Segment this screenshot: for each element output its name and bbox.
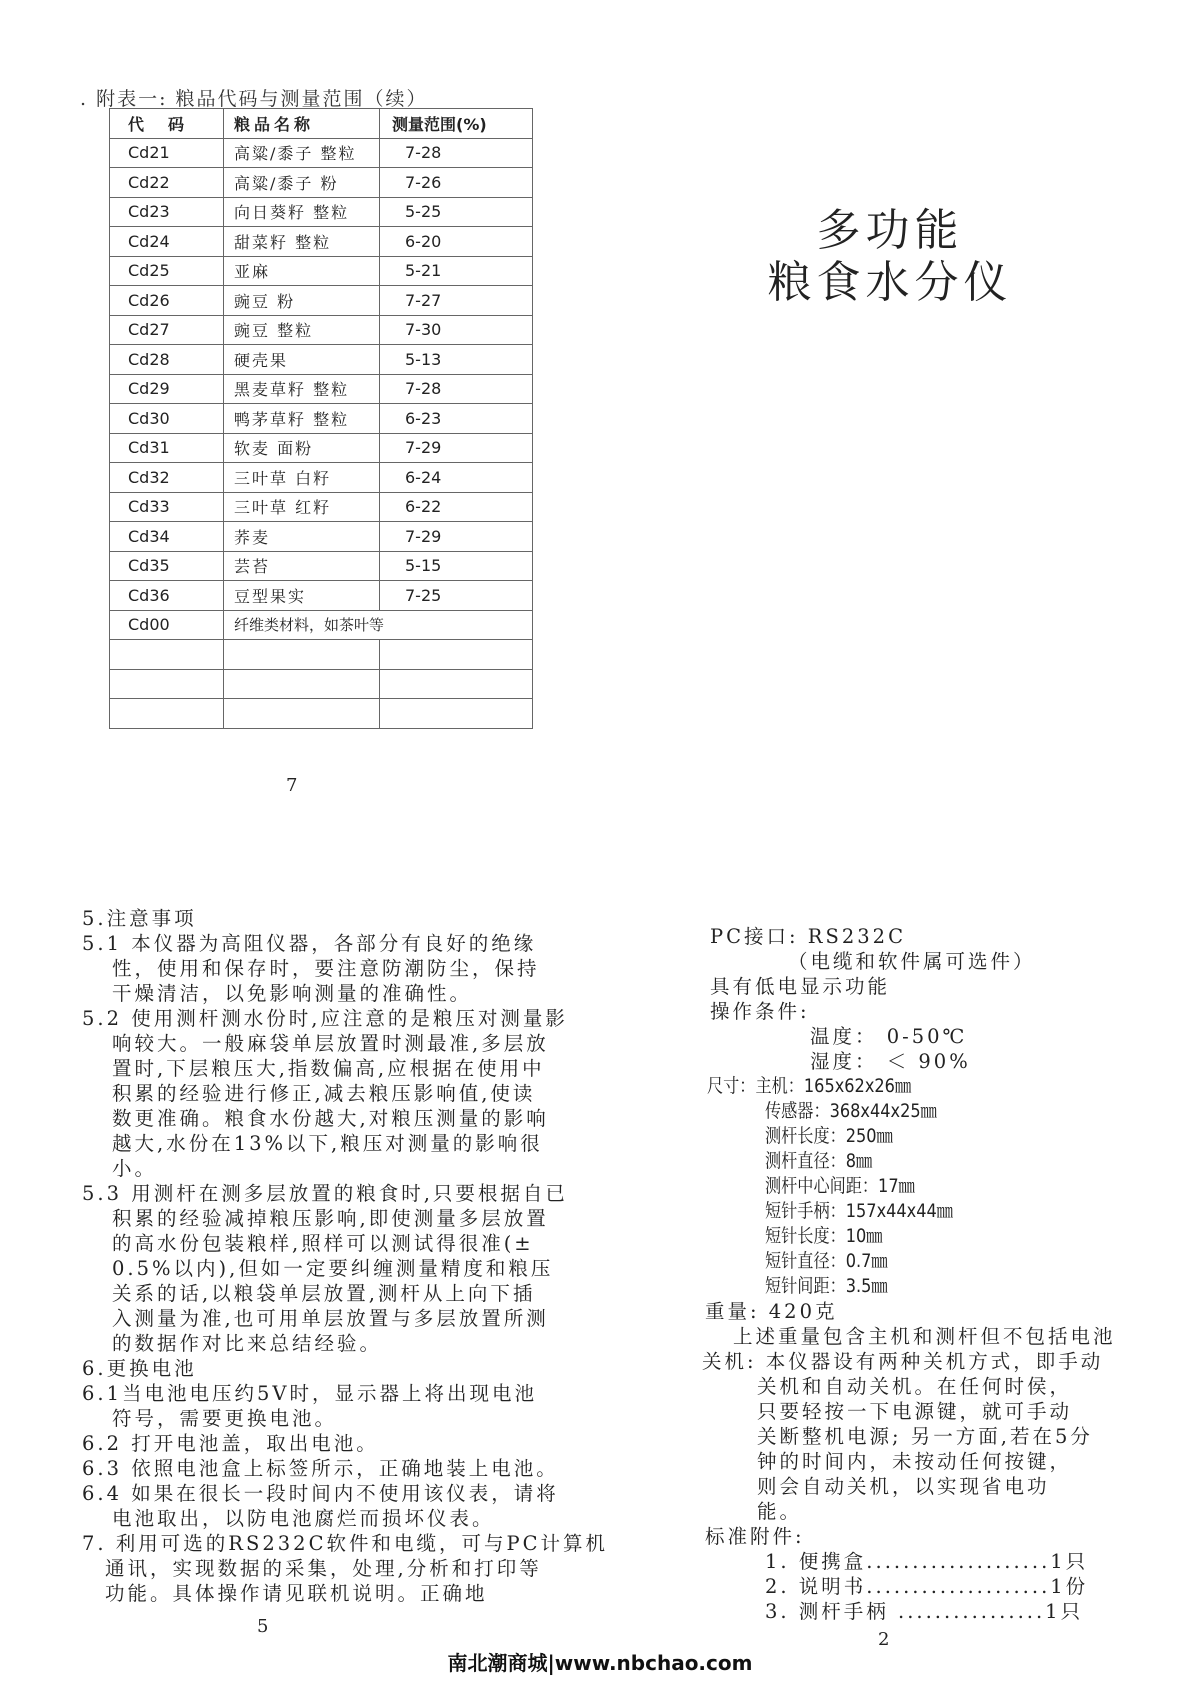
spec-line: 操作条件:: [710, 1000, 810, 1023]
spec-line: 则会自动关机，以实现省电功: [757, 1475, 1050, 1498]
cell-range: 7-25: [380, 581, 533, 611]
table-row: [110, 581, 533, 611]
table-row-cd00: [110, 610, 533, 640]
empty-cell: [110, 669, 224, 699]
grain-code-table: [109, 108, 533, 729]
cell-code: Cd00: [110, 610, 224, 640]
dimension-spec-line: 尺寸：主机：165x62x26㎜: [707, 1075, 912, 1097]
note-line: 小。: [112, 1157, 158, 1180]
note-line: 积累的经验减掉粮压影响,即使测量多层放置: [112, 1207, 549, 1230]
note-line: 6.3 依照电池盒上标签所示，正确地装上电池。: [82, 1457, 559, 1480]
cell-name: 豆型果实: [224, 581, 380, 611]
note-line: 功能。具体操作请见联机说明。正确地: [105, 1582, 488, 1605]
cell-note: 纤维类材料，如茶叶等: [224, 610, 533, 640]
cell-name: 鸭茅草籽 整粒: [224, 404, 380, 434]
table-row: [110, 404, 533, 434]
spec-line: 2. 说明书....................1份: [765, 1575, 1089, 1598]
cell-code: Cd30: [110, 404, 224, 434]
cell-range: 7-28: [380, 138, 533, 168]
spec-line: 湿度： ＜ 90%: [810, 1050, 971, 1073]
table-row: [110, 315, 533, 345]
note-line: 性，使用和保存时，要注意防潮防尘，保持: [112, 957, 540, 980]
spec-line: 1. 便携盒....................1只: [765, 1550, 1089, 1573]
table-row: [110, 286, 533, 316]
empty-cell: [224, 699, 380, 729]
cell-code: Cd32: [110, 463, 224, 493]
table-row: [110, 522, 533, 552]
note-line: 7. 利用可选的RS232C软件和电缆，可与PC计算机: [82, 1532, 609, 1555]
cell-range: 7-29: [380, 433, 533, 463]
note-line: 6.2 打开电池盖，取出电池。: [82, 1432, 379, 1455]
note-line: 5.3 用测杆在测多层放置的粮食时,只要根据自已: [82, 1182, 568, 1205]
cell-code: Cd26: [110, 286, 224, 316]
empty-row: [110, 640, 533, 670]
dimension-spec-line: 测杆长度：250㎜: [765, 1125, 893, 1147]
cell-code: Cd31: [110, 433, 224, 463]
spec-line: 只要轻按一下电源键，就可手动: [757, 1400, 1073, 1423]
dimension-spec-line: 传感器：368x44x25㎜: [765, 1100, 937, 1122]
spec-line: 具有低电显示功能: [710, 975, 891, 998]
note-line: 5.2 使用测杆测水份时,应注意的是粮压对测量影: [82, 1007, 568, 1030]
cell-name: 硬壳果: [224, 345, 380, 375]
note-line: 6.1当电池电压约5V时，显示器上将出现电池: [82, 1382, 538, 1405]
cell-code: Cd25: [110, 256, 224, 286]
table-row: [110, 433, 533, 463]
footer-watermark: 南北潮商城|www.nbchao.com: [447, 1651, 753, 1675]
empty-row: [110, 699, 533, 729]
table-row: [110, 551, 533, 581]
product-title-line-1: 多功能: [816, 205, 964, 256]
table-row: [110, 463, 533, 493]
page-number-2: 2: [878, 1629, 890, 1650]
note-line: 响较大。一般麻袋单层放置时测最准,多层放: [112, 1032, 549, 1055]
table-row: [110, 197, 533, 227]
header-name: 粮品名称: [224, 109, 380, 139]
empty-cell: [110, 699, 224, 729]
product-title-line-2: 粮食水分仪: [767, 257, 1013, 308]
cell-range: 5-21: [380, 256, 533, 286]
cell-name: 向日葵籽 整粒: [224, 197, 380, 227]
cell-name: 甜菜籽 整粒: [224, 227, 380, 257]
note-line: 入测量为准,也可用单层放置与多层放置所测: [112, 1307, 549, 1330]
cell-code: Cd35: [110, 551, 224, 581]
spec-line: 关机: 本仪器设有两种关机方式，即手动: [702, 1350, 1104, 1373]
cell-name: 高粱/黍子 整粒: [224, 138, 380, 168]
page-number-7: 7: [286, 775, 298, 796]
note-line: 置时,下层粮压大,指数偏高,应根据在使用中: [112, 1057, 545, 1080]
empty-cell: [224, 640, 380, 670]
cell-name: 三叶草 白籽: [224, 463, 380, 493]
cell-code: Cd21: [110, 138, 224, 168]
cell-range: 7-29: [380, 522, 533, 552]
cell-range: 6-23: [380, 404, 533, 434]
note-line: 5.注意事项: [82, 907, 197, 930]
cell-range: 7-26: [380, 168, 533, 198]
spec-line: 3. 测杆手柄 ................1只: [765, 1600, 1084, 1623]
empty-cell: [380, 699, 533, 729]
cell-range: 7-30: [380, 315, 533, 345]
table-row: [110, 168, 533, 198]
cell-range: 6-20: [380, 227, 533, 257]
cell-code: Cd27: [110, 315, 224, 345]
empty-row: [110, 669, 533, 699]
dimension-spec-line: 短针手柄：157x44x44㎜: [765, 1200, 953, 1222]
note-line: 的高水份包装粮样,照样可以测试得很准(±: [112, 1232, 534, 1255]
dimension-spec-line: 短针间距：3.5㎜: [765, 1275, 888, 1297]
cell-code: Cd29: [110, 374, 224, 404]
note-line: 通讯，实现数据的采集，处理,分析和打印等: [105, 1557, 542, 1580]
cell-name: 芸苔: [224, 551, 380, 581]
product-title: [700, 205, 1080, 309]
cell-code: Cd28: [110, 345, 224, 375]
table-row: [110, 256, 533, 286]
spec-line: （电缆和软件属可选件）: [788, 950, 1036, 973]
empty-cell: [380, 640, 533, 670]
spec-line: 标准附件:: [705, 1525, 805, 1548]
cell-code: Cd36: [110, 581, 224, 611]
cell-name: 亚麻: [224, 256, 380, 286]
spec-line: 上述重量包含主机和测杆但不包括电池: [733, 1325, 1116, 1348]
spec-line: 钟的时间内，未按动任何按键，: [757, 1450, 1073, 1473]
spec-line: PC接口: RS232C: [710, 925, 906, 948]
cell-name: 豌豆 整粒: [224, 315, 380, 345]
dimension-spec-line: 测杆直径：8㎜: [765, 1150, 873, 1172]
table-row: [110, 374, 533, 404]
cell-name: 软麦 面粉: [224, 433, 380, 463]
header-range: 测量范围(%): [380, 109, 533, 139]
note-line: 符号，需要更换电池。: [112, 1407, 338, 1430]
cell-name: 豌豆 粉: [224, 286, 380, 316]
cell-code: Cd33: [110, 492, 224, 522]
spec-line: 温度： 0-50℃: [810, 1025, 968, 1048]
cell-code: Cd22: [110, 168, 224, 198]
note-line: 关系的话,以粮袋单层放置,测杆从上向下插: [112, 1282, 536, 1305]
table-row: [110, 345, 533, 375]
note-line: 越大,水份在13%以下,粮压对测量的影响很: [112, 1132, 543, 1155]
spec-line: 关机和自动关机。在任何时侯，: [757, 1375, 1073, 1398]
spec-line: 关断整机电源; 另一方面,若在5分: [757, 1425, 1093, 1448]
table-row: [110, 227, 533, 257]
table-row: [110, 492, 533, 522]
empty-cell: [380, 669, 533, 699]
note-line: 6.更换电池: [82, 1357, 197, 1380]
cell-code: Cd24: [110, 227, 224, 257]
cell-name: 黑麦草籽 整粒: [224, 374, 380, 404]
note-line: 5.1 本仪器为高阻仪器，各部分有良好的绝缘: [82, 932, 537, 955]
note-line: 的数据作对比来总结经验。: [112, 1332, 383, 1355]
cell-name: 高粱/黍子 粉: [224, 168, 380, 198]
cell-name: 三叶草 红籽: [224, 492, 380, 522]
dimension-spec-line: 短针直径：0.7㎜: [765, 1250, 888, 1272]
cell-range: 6-22: [380, 492, 533, 522]
empty-cell: [224, 669, 380, 699]
note-line: 6.4 如果在很长一段时间内不使用该仪表，请将: [82, 1482, 559, 1505]
note-line: 积累的经验进行修正,减去粮压影响值,使读: [112, 1082, 536, 1105]
cell-range: 5-15: [380, 551, 533, 581]
empty-cell: [110, 640, 224, 670]
note-line: 0.5%以内),但如一定要纠缠测量精度和粮压: [112, 1257, 554, 1280]
note-line: 干燥清洁，以免影响测量的准确性。: [112, 982, 473, 1005]
spec-line: 重量: 420克: [705, 1300, 838, 1323]
note-line: 电池取出，以防电池腐烂而损坏仪表。: [112, 1507, 495, 1530]
dimension-spec-line: 短针长度：10㎜: [765, 1225, 883, 1247]
cell-range: 7-28: [380, 374, 533, 404]
table-header-row: [110, 109, 533, 139]
cell-range: 5-13: [380, 345, 533, 375]
table-title: . 附表一: 粮品代码与测量范围（续）: [80, 88, 428, 110]
table-row: [110, 138, 533, 168]
cell-range: 5-25: [380, 197, 533, 227]
cell-code: Cd23: [110, 197, 224, 227]
cell-range: 7-27: [380, 286, 533, 316]
spec-line: 能。: [757, 1500, 803, 1523]
cell-range: 6-24: [380, 463, 533, 493]
page-number-5: 5: [257, 1616, 269, 1637]
cell-code: Cd34: [110, 522, 224, 552]
dimension-spec-line: 测杆中心间距：17㎜: [765, 1175, 915, 1197]
cell-name: 荞麦: [224, 522, 380, 552]
header-code: 代 码: [110, 109, 224, 139]
note-line: 数更准确。粮食水份越大,对粮压测量的影响: [112, 1107, 549, 1130]
